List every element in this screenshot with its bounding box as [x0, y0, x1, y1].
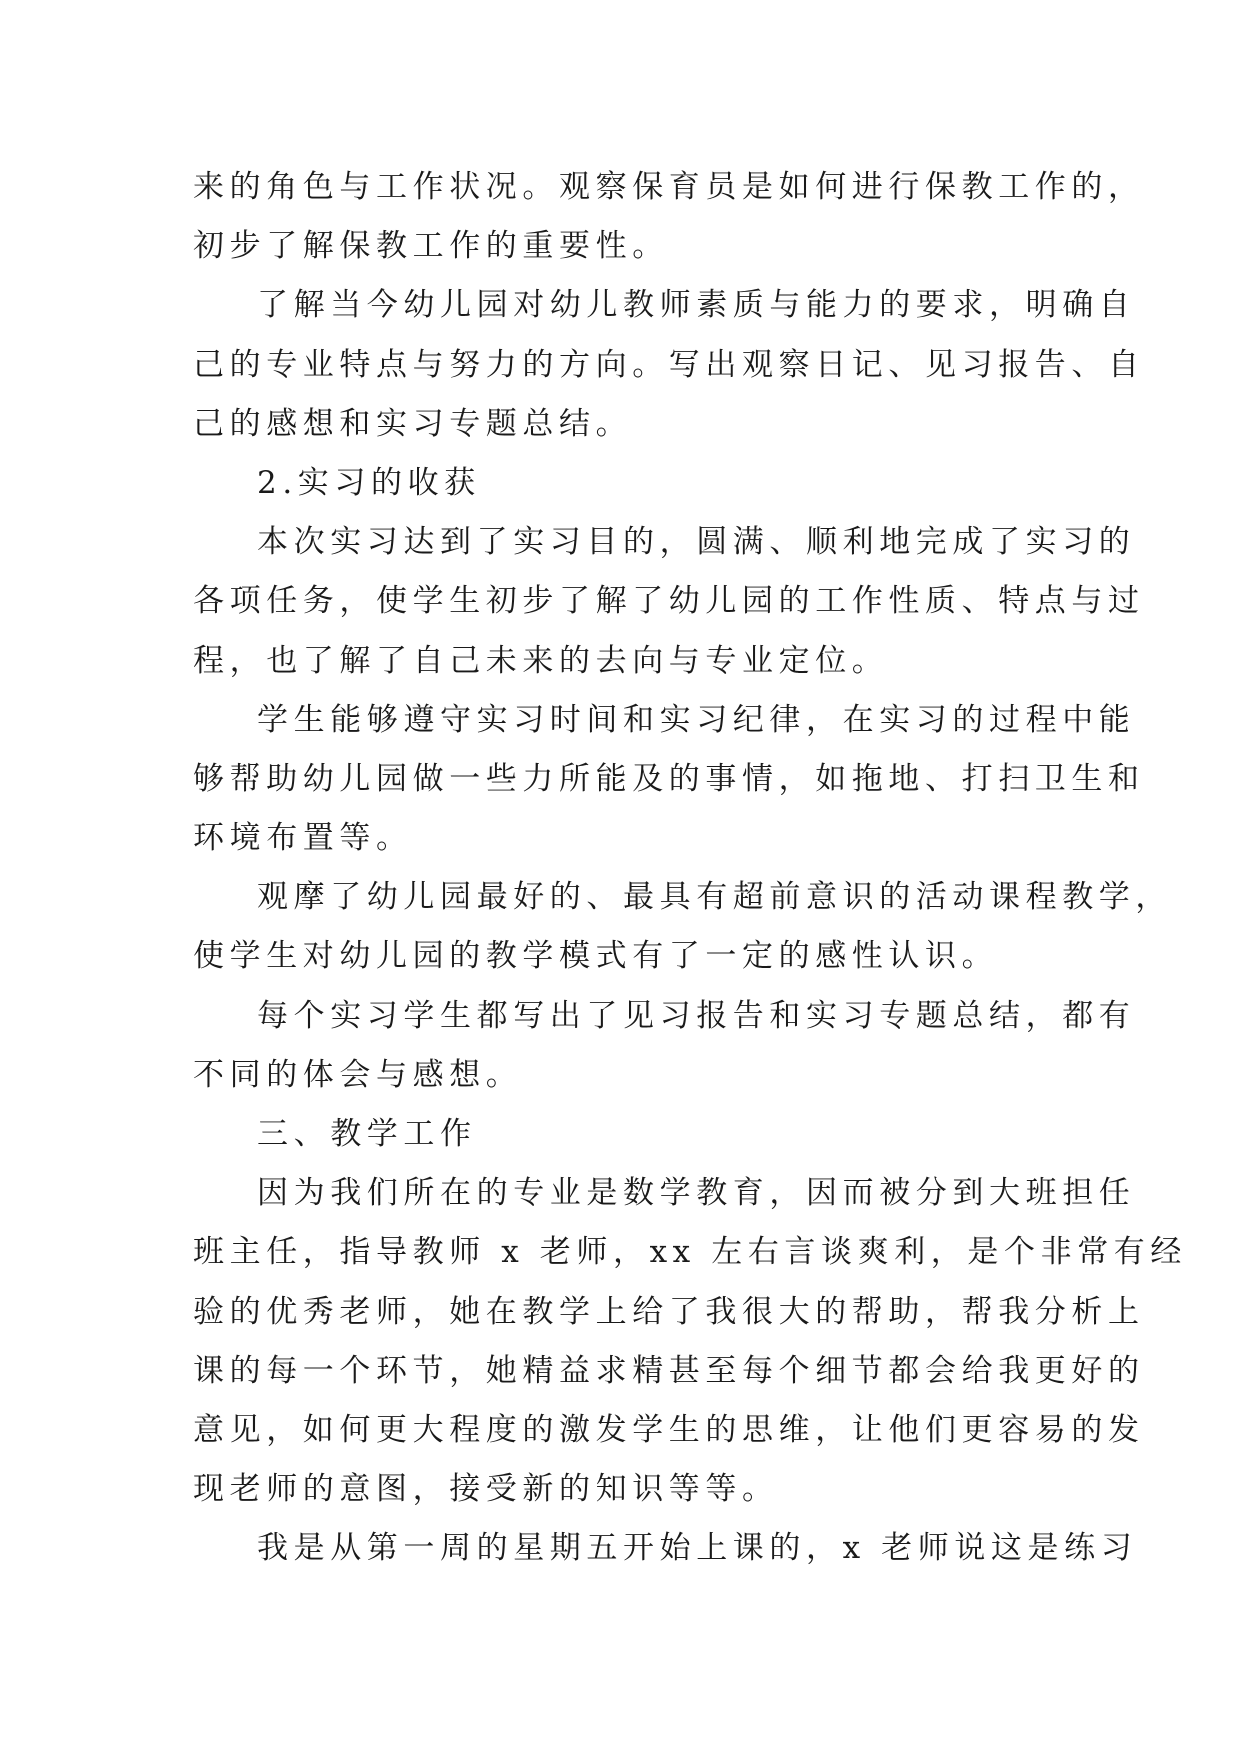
text-line: 课的每一个环节，她精益求精甚至每个细节都会给我更好的 — [193, 1352, 1145, 1389]
text-line: 己的专业特点与努力的方向。写出观察日记、见习报告、自 — [193, 346, 1145, 383]
text-line: 己的感想和实习专题总结。 — [193, 405, 633, 442]
text-line: 来的角色与工作状况。观察保育员是如何进行保教工作的， — [193, 169, 1145, 205]
text-line: 本次实习达到了实习目的，圆满、顺利地完成了实习的 — [257, 524, 1136, 561]
text-line: 班主任，指导教师 x 老师，xx 左右言谈爽利，是个非常有经 — [193, 1234, 1188, 1271]
text-line: 够帮助幼儿园做一些力所能及的事情，如拖地、打扫卫生和 — [193, 760, 1145, 797]
text-line: 各项任务，使学生初步了解了幼儿园的工作性质、特点与过 — [193, 583, 1145, 620]
section-heading: 三、教学工作 — [257, 1116, 477, 1152]
text-line: 现老师的意图，接受新的知识等等。 — [193, 1471, 779, 1508]
text-line: 不同的体会与感想。 — [193, 1056, 523, 1093]
text-line: 验的优秀老师，她在教学上给了我很大的帮助，帮我分析上 — [193, 1293, 1145, 1330]
body-text — [193, 158, 1188, 1579]
text-line: 意见，如何更大程度的激发学生的思维，让他们更容易的发 — [193, 1411, 1145, 1448]
section-heading: 2.实习的收获 — [257, 464, 481, 501]
text-line: 每个实习学生都写出了见习报告和实习专题总结，都有 — [257, 997, 1136, 1034]
text-line: 环境布置等。 — [193, 820, 413, 857]
text-line: 观摩了幼儿园最好的、最具有超前意识的活动课程教学， — [257, 879, 1172, 916]
text-line: 初步了解保教工作的重要性。 — [193, 228, 669, 265]
text-line: 程，也了解了自己未来的去向与专业定位。 — [193, 642, 889, 679]
text-line: 使学生对幼儿园的教学模式有了一定的感性认识。 — [193, 938, 999, 975]
text-line: 因为我们所在的专业是数学教育，因而被分到大班担任 — [257, 1175, 1136, 1212]
text-line: 我是从第一周的星期五开始上课的，x 老师说这是练习 — [257, 1530, 1138, 1567]
text-line: 了解当今幼儿园对幼儿教师素质与能力的要求，明确自 — [257, 287, 1136, 324]
text-line: 学生能够遵守实习时间和实习纪律，在实习的过程中能 — [257, 701, 1136, 738]
